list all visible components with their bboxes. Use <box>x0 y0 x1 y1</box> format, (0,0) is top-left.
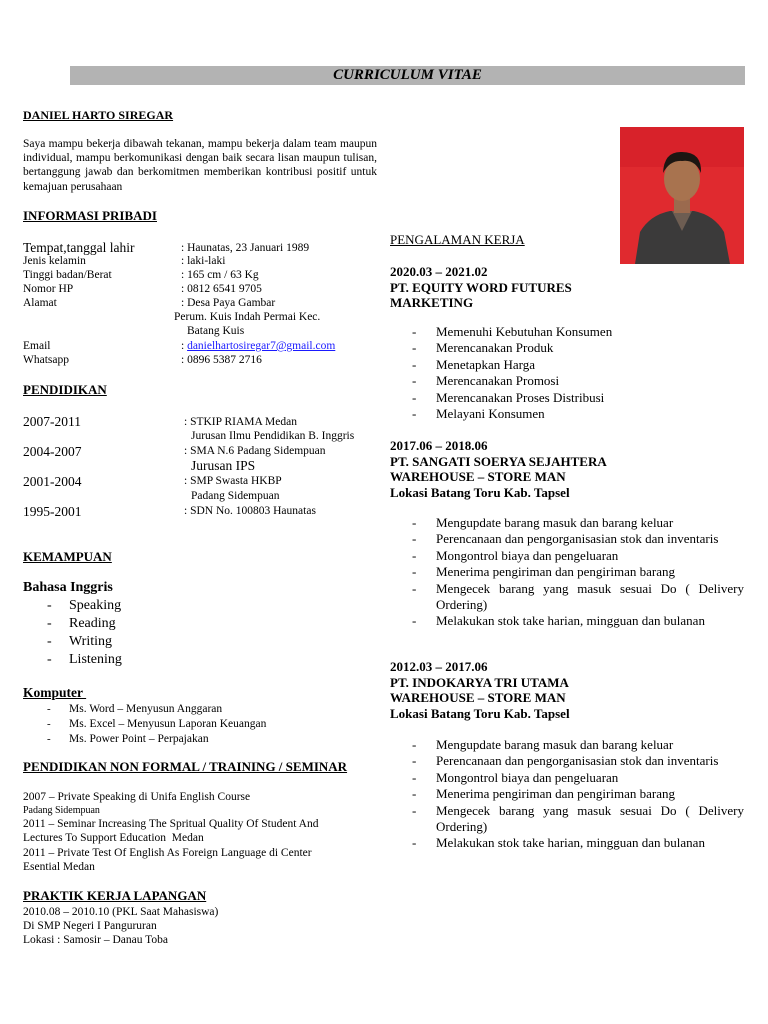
list-item: - Reading <box>23 615 122 633</box>
internship-line: Lokasi : Samosir – Danau Toba <box>23 934 168 946</box>
training-line: Esential Medan <box>23 861 95 873</box>
list-item: - Menerima pengiriman dan pengiriman barang <box>390 786 744 802</box>
job-position: WAREHOUSE – STORE MAN <box>390 469 566 484</box>
education-item <box>23 503 316 521</box>
job-location: Lokasi Batang Toru Kab. Tapsel <box>390 705 570 721</box>
computer-skills-list <box>23 702 266 747</box>
skills-heading: KEMAMPUAN <box>23 549 112 564</box>
education-years: 2007-2011 <box>23 414 81 429</box>
education-years: 1995-2001 <box>23 504 82 519</box>
education-item <box>23 443 326 461</box>
job-header <box>390 659 570 721</box>
job-company: PT. SANGATI SOERYA SEJAHTERA <box>390 453 607 469</box>
list-item: - Listening <box>23 651 122 669</box>
birth-label: Tempat,tanggal lahir <box>23 240 135 255</box>
email-label: Email <box>23 340 51 352</box>
list-item: - Memenuhi Kebutuhan Konsumen <box>390 324 744 340</box>
address-line-1: : Desa Paya Gambar <box>181 297 276 309</box>
training-line: 2007 – Private Speaking di Unifa English Course <box>23 791 251 803</box>
whatsapp-label: Whatsapp <box>23 354 69 366</box>
email-row <box>23 339 336 353</box>
english-heading: Bahasa Inggris <box>23 580 113 595</box>
training-heading: PENDIDIKAN NON FORMAL / TRAINING / SEMINAR <box>23 759 348 774</box>
job-duties-list <box>390 515 744 630</box>
address-line-3: Batang Kuis <box>187 325 245 337</box>
gender-value: : laki-laki <box>181 255 226 267</box>
gender-row <box>23 254 226 268</box>
whatsapp-row <box>23 353 262 367</box>
phone-value: : 0812 6541 9705 <box>181 283 262 295</box>
list-item: - Merencanakan Produk <box>390 340 744 356</box>
education-item <box>23 413 297 431</box>
height-label: Tinggi badan/Berat <box>23 269 112 281</box>
internship-heading: PRAKTIK KERJA LAPANGAN <box>23 888 207 903</box>
job-period: 2012.03 – 2017.06 <box>390 659 488 674</box>
candidate-name: DANIEL HARTO SIREGAR <box>23 108 174 122</box>
training-line: 2011 – Seminar Increasing The Spritual Quality Of Student And <box>23 818 319 830</box>
list-item: - Writing <box>23 633 122 651</box>
job-period: 2017.06 – 2018.06 <box>390 438 488 453</box>
job-header <box>390 438 607 500</box>
list-item: - Mengupdate barang masuk dan barang keluar <box>390 515 744 531</box>
email-link[interactable]: danielhartosiregar7@gmail.com <box>187 340 336 352</box>
list-item: - Melakukan stok take harian, mingguan dan bulanan <box>390 613 744 629</box>
education-years: 2001-2004 <box>23 474 82 489</box>
document-title: CURRICULUM VITAE <box>333 67 482 83</box>
job-company: PT. INDOKARYA TRI UTAMA <box>390 674 569 690</box>
education-years: 2004-2007 <box>23 444 82 459</box>
summary-paragraph: Saya mampu bekerja dibawah tekanan, mampu bekerja dalam team maupun individual, mampu berkomunikasi dengan baik secara lisan maupun tulisan, bertanggung jawab dan berkomitmen memberikan kontribusi positif untuk kemajuan perusahaan <box>23 138 377 193</box>
education-heading: PENDIDIKAN <box>23 382 107 397</box>
education-school: : SDN No. 100803 Haunatas <box>184 505 316 517</box>
education-school: : SMP Swasta HKBP <box>184 475 282 487</box>
list-item: - Merencanakan Promosi <box>390 373 744 389</box>
internship-line: Di SMP Negeri I Pangururan <box>23 920 157 932</box>
phone-row <box>23 282 262 296</box>
list-item: - Ms. Word – Menyusun Anggaran <box>23 702 266 717</box>
gender-label: Jenis kelamin <box>23 255 86 267</box>
birth-value: : Haunatas, 23 Januari 1989 <box>181 242 310 254</box>
job-company: PT. EQUITY WORD FUTURES <box>390 279 572 295</box>
title-bar <box>70 66 745 85</box>
height-row <box>23 268 259 282</box>
height-value: : 165 cm / 63 Kg <box>181 269 259 281</box>
address-label: Alamat <box>23 297 57 309</box>
list-item: - Perencanaan dan pengorganisasian stok dan inventaris <box>390 753 744 769</box>
list-item: - Ms. Excel – Menyusun Laporan Keuangan <box>23 717 266 732</box>
english-skills-list <box>23 597 122 669</box>
profile-photo <box>620 127 744 264</box>
experience-heading: PENGALAMAN KERJA <box>390 232 525 247</box>
training-line: 2011 – Private Test Of English As Foreign Language di Center <box>23 847 312 859</box>
education-item <box>23 473 282 491</box>
email-colon: : <box>181 340 188 352</box>
list-item: - Mongontrol biaya dan pengeluaran <box>390 548 744 564</box>
job-duties-list <box>390 737 744 852</box>
job-header <box>390 264 572 311</box>
job-duties-list <box>390 324 744 422</box>
job-location: Lokasi Batang Toru Kab. Tapsel <box>390 484 570 500</box>
job-position: WAREHOUSE – STORE MAN <box>390 690 566 705</box>
job-position: MARKETING <box>390 295 474 310</box>
education-major: Jurusan IPS <box>191 458 256 473</box>
list-item: - Menetapkan Harga <box>390 357 744 373</box>
training-line: Lectures To Support Education Medan <box>23 832 204 844</box>
education-school: : STKIP RIAMA Medan <box>184 416 297 428</box>
list-item: - Ms. Power Point – Perpajakan <box>23 732 266 747</box>
training-line: Padang Sidempuan <box>23 805 100 816</box>
internship-line: 2010.08 – 2010.10 (PKL Saat Mahasiswa) <box>23 906 219 918</box>
education-major: Jurusan Ilmu Pendidikan B. Inggris <box>191 430 355 442</box>
list-item: - Melakukan stok take harian, mingguan dan bulanan <box>390 835 744 851</box>
list-item: - Speaking <box>23 597 122 615</box>
list-item: - Melayani Konsumen <box>390 406 744 422</box>
list-item: - Mengupdate barang masuk dan barang keluar <box>390 737 744 753</box>
address-row <box>23 296 276 310</box>
list-item: - Mengecek barang yang masuk sesuai Do ( Delivery Ordering) <box>390 581 744 614</box>
phone-label: Nomor HP <box>23 283 74 295</box>
list-item: - Mongontrol biaya dan pengeluaran <box>390 770 744 786</box>
whatsapp-value: : 0896 5387 2716 <box>181 354 262 366</box>
education-major: Padang Sidempuan <box>191 490 280 502</box>
email-value-wrap <box>181 339 335 353</box>
list-item: - Perencanaan dan pengorganisasian stok dan inventaris <box>390 531 744 547</box>
education-school: : SMA N.6 Padang Sidempuan <box>184 445 326 457</box>
job-period: 2020.03 – 2021.02 <box>390 264 488 279</box>
list-item: - Mengecek barang yang masuk sesuai Do ( Delivery Ordering) <box>390 803 744 836</box>
address-line-2: Perum. Kuis Indah Permai Kec. <box>174 311 321 323</box>
list-item: - Merencanakan Proses Distribusi <box>390 390 744 406</box>
computer-heading: Komputer <box>23 685 87 700</box>
personal-info-heading: INFORMASI PRIBADI <box>23 208 157 223</box>
list-item: - Menerima pengiriman dan pengiriman barang <box>390 564 744 580</box>
